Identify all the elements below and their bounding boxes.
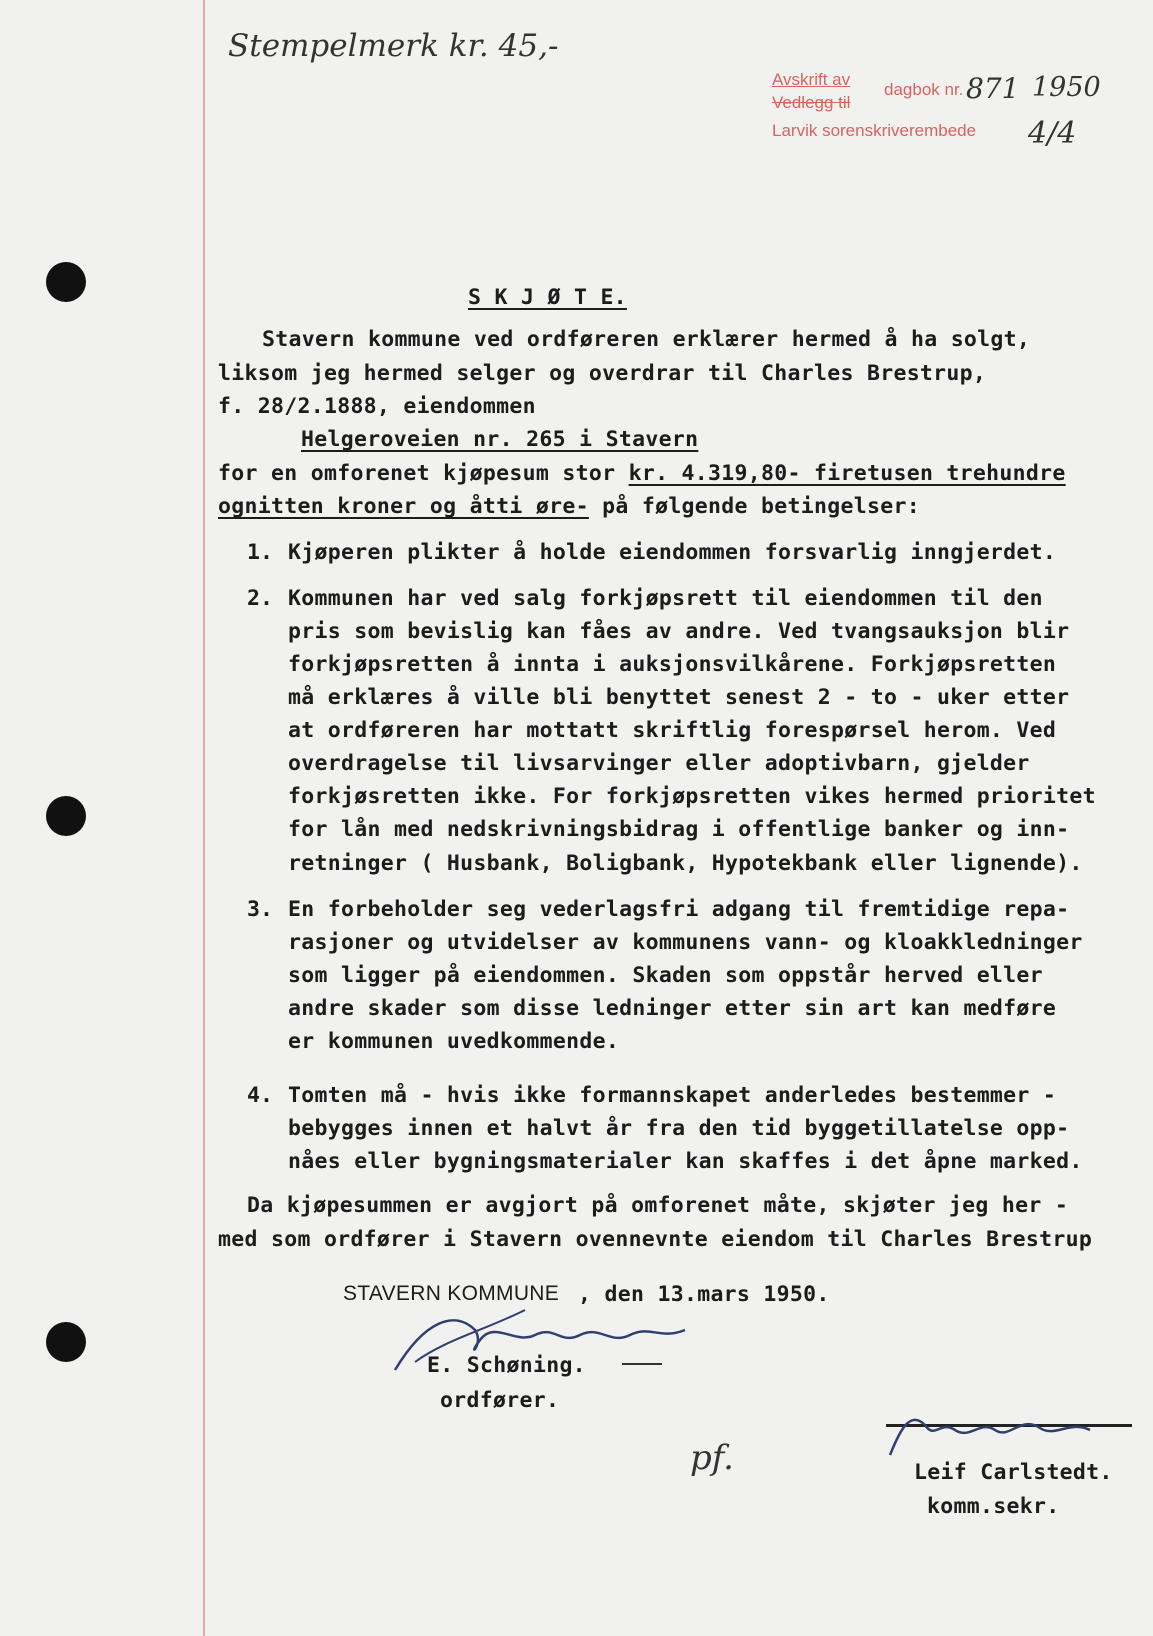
punch-hole [46, 796, 86, 836]
condition-line: at ordføreren har mottatt skriftlig forespørsel herom. Ved [288, 718, 1057, 743]
condition-line: retninger ( Husbank, Boligbank, Hypotekbank eller lignende). [288, 851, 1083, 876]
condition-line: bebygges innen et halvt år fra den tid byggetillatelse opp- [288, 1116, 1070, 1141]
price-suffix: på følgende betingelser: [602, 494, 920, 519]
punch-hole [46, 1322, 86, 1362]
condition-number: 1. [247, 540, 273, 565]
stamp-date: 4/4 [1028, 116, 1077, 151]
stamp-line1: Avskrift av [772, 70, 851, 89]
condition-line: En forbeholder seg vederlagsfri adgang til fremtidige repa- [288, 897, 1070, 922]
condition-line: forkjøsretten ikke. For forkjøpsretten vikes hermed prioritet [288, 784, 1096, 809]
price-line2 [218, 494, 920, 519]
signer2-title: komm.sekr. [927, 1494, 1060, 1519]
condition-line: for lån med nedskrivningsbidrag i offentlige banker og inn- [288, 817, 1070, 842]
intro-line: Stavern kommune ved ordføreren erklærer hermed å ha solgt, [262, 327, 1031, 352]
condition-line: er kommunen uvedkommende. [288, 1029, 620, 1054]
signature-dash [622, 1363, 662, 1365]
condition-number: 2. [247, 586, 273, 611]
condition-line: overdragelse til livsarvinger eller adoptivbarn, gjelder [288, 751, 1030, 776]
price-line1 [218, 461, 1066, 486]
signer1-name: E. Schøning. [427, 1353, 586, 1378]
price-amount-words: ognitten kroner og åtti øre- [218, 494, 589, 519]
stamp-line3: Larvik sorenskriverembede [772, 121, 977, 140]
intro-line: f. 28/2.1888, eiendommen [218, 394, 536, 419]
stamp-line2: Vedlegg til [772, 93, 851, 112]
condition-number: 4. [247, 1083, 273, 1108]
condition-line: pris som bevislig kan fåes av andre. Ved tvangsauksjon blir [288, 619, 1070, 644]
condition-line: Kommunen har ved salg forkjøpsrett til eiendommen til den [288, 586, 1043, 611]
closing-line: Da kjøpesummen er avgjort på omforenet måte, skjøter jeg her - [247, 1193, 1069, 1218]
signer1-title: ordfører. [440, 1388, 560, 1413]
condition-line: Kjøperen plikter å holde eiendommen forsvarlig inngjerdet. [288, 540, 1057, 565]
signer2-name: Leif Carlstedt. [914, 1460, 1113, 1485]
closing-line: med som ordfører i Stavern ovennevnte eiendom til Charles Brestrup [218, 1227, 1093, 1252]
property-name: Helgeroveien nr. 265 i Stavern [301, 427, 699, 452]
condition-line: andre skader som disse ledninger etter sin art kan medføre [288, 996, 1057, 1021]
place-date: , den 13.mars 1950. [578, 1282, 830, 1307]
initials: pf. [690, 1438, 734, 1478]
condition-line: forkjøpsretten å innta i auksjonsvilkårene. Forkjøpsretten [288, 652, 1057, 677]
condition-number: 3. [247, 897, 273, 922]
stamp-line1b: dagbok nr. [884, 80, 964, 99]
condition-line: nåes eller bygningsmaterialer kan skaffes i det åpne marked. [288, 1149, 1083, 1174]
price-amount: kr. 4.319,80- firetusen trehundre [628, 461, 1066, 486]
stamp-dagbok-number: 871 [966, 72, 1020, 105]
handwritten-header: Stempelmerk kr. 45,- [228, 28, 559, 64]
condition-line: rasjoner og utvidelser av kommunens vann- og kloakkledninger [288, 930, 1083, 955]
municipality-stamp: STAVERN KOMMUNE [343, 1282, 560, 1305]
margin-rule [203, 0, 205, 1636]
punch-hole [46, 262, 86, 302]
condition-line: Tomten må - hvis ikke formannskapet anderledes bestemmer - [288, 1083, 1057, 1108]
intro-line: liksom jeg hermed selger og overdrar til Charles Brestrup, [218, 361, 987, 386]
condition-line: må erklæres å ville bli benyttet senest 2 - to - uker etter [288, 685, 1070, 710]
condition-line: som ligger på eiendommen. Skaden som oppstår herved eller [288, 963, 1043, 988]
price-prefix: for en omforenet kjøpesum stor [218, 461, 616, 486]
stamp-year: 1950 [1032, 72, 1101, 103]
document-title: S K J Ø T E. [468, 285, 627, 310]
